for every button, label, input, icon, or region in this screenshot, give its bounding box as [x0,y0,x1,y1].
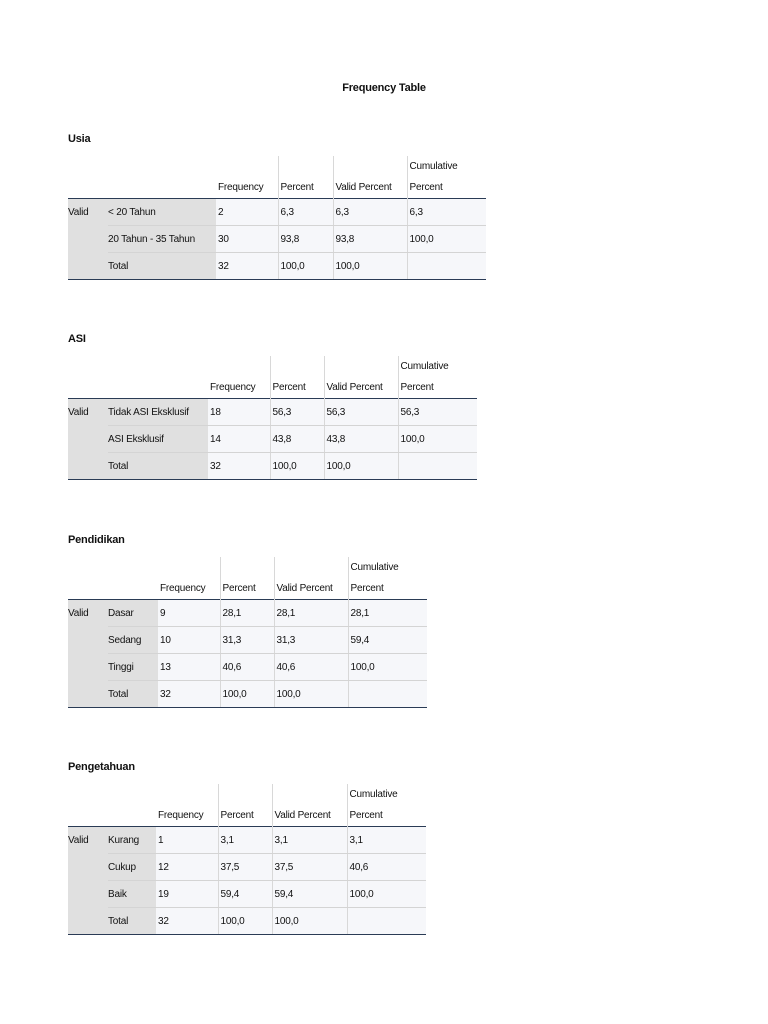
valid-percent-cell: 100,0 [272,908,347,935]
table-row [68,226,486,253]
category-cell: Total [108,681,158,708]
valid-percent-cell: 28,1 [274,600,348,627]
header-cumulative-percent: Percent [347,805,426,827]
category-cell: ASI Eksklusif [108,426,208,453]
row-label-valid: Valid [68,600,108,627]
percent-cell: 59,4 [218,881,272,908]
table-row [68,908,426,935]
valid-percent-cell: 37,5 [272,854,347,881]
frequency-cell: 9 [158,600,220,627]
cumulative-percent-cell: 59,4 [348,627,427,654]
table-row [68,199,486,226]
page-title: Frequency Table [342,82,426,94]
table-row [68,399,477,426]
valid-percent-cell: 100,0 [274,681,348,708]
category-cell: Baik [108,881,156,908]
frequency-cell: 12 [156,854,218,881]
row-label-valid: Valid [68,827,108,854]
frequency-cell: 1 [156,827,218,854]
table-row [68,654,427,681]
section-title-pengetahuan: Pengetahuan [68,761,135,773]
frequency-cell: 32 [158,681,220,708]
frequency-table-pendidikan [68,557,427,708]
header-percent: Percent [278,177,333,199]
header-cumulative-percent: Percent [398,377,477,399]
cumulative-percent-cell: 28,1 [348,600,427,627]
table-row [68,681,427,708]
percent-cell: 40,6 [220,654,274,681]
frequency-cell: 10 [158,627,220,654]
frequency-cell: 32 [208,453,270,480]
table-row [68,627,427,654]
category-cell: Tidak ASI Eksklusif [108,399,208,426]
cumulative-percent-cell [398,453,477,480]
header-valid-percent: Valid Percent [272,805,347,827]
category-cell: Kurang [108,827,156,854]
header-frequency: Frequency [160,583,206,594]
header-percent: Percent [218,805,272,827]
percent-cell: 37,5 [218,854,272,881]
category-cell: Dasar [108,600,158,627]
header-valid-percent: Valid Percent [274,578,348,600]
cumulative-percent-cell: 100,0 [348,654,427,681]
category-cell: < 20 Tahun [108,199,216,226]
table-row [68,881,426,908]
category-cell: Tinggi [108,654,158,681]
frequency-cell: 32 [156,908,218,935]
percent-cell: 28,1 [220,600,274,627]
percent-cell: 100,0 [218,908,272,935]
section-title-usia: Usia [68,133,91,145]
frequency-cell: 18 [208,399,270,426]
valid-percent-cell: 3,1 [272,827,347,854]
header-percent: Percent [270,377,324,399]
category-cell: Total [108,908,156,935]
valid-percent-cell: 31,3 [274,627,348,654]
row-label-valid: Valid [68,399,108,426]
header-cumulative-percent: Percent [407,177,486,199]
table-row [68,854,426,881]
cumulative-percent-cell: 40,6 [347,854,426,881]
category-cell: Total [108,253,216,280]
header-valid-percent: Valid Percent [324,377,398,399]
percent-cell: 100,0 [270,453,324,480]
category-cell: Cukup [108,854,156,881]
frequency-table-asi [68,356,477,480]
valid-percent-cell: 100,0 [333,253,407,280]
row-label-valid: Valid [68,199,108,226]
header-valid-percent: Valid Percent [333,177,407,199]
category-cell: Total [108,453,208,480]
percent-cell: 100,0 [278,253,333,280]
cumulative-percent-cell [347,908,426,935]
header-cumulative: Cumulative [347,784,426,805]
header-cumulative: Cumulative [398,356,477,377]
frequency-table-pengetahuan [68,784,426,935]
section-title-asi: ASI [68,333,86,345]
frequency-cell: 30 [216,226,278,253]
valid-percent-cell: 43,8 [324,426,398,453]
cumulative-percent-cell [407,253,486,280]
section-title-pendidikan: Pendidikan [68,534,125,546]
table-row [68,600,427,627]
cumulative-percent-cell: 100,0 [347,881,426,908]
valid-percent-cell: 100,0 [324,453,398,480]
table-row [68,253,486,280]
frequency-cell: 19 [156,881,218,908]
cumulative-percent-cell: 56,3 [398,399,477,426]
frequency-cell: 32 [216,253,278,280]
category-cell: Sedang [108,627,158,654]
frequency-cell: 13 [158,654,220,681]
percent-cell: 6,3 [278,199,333,226]
frequency-cell: 14 [208,426,270,453]
header-cumulative: Cumulative [348,557,427,578]
percent-cell: 56,3 [270,399,324,426]
percent-cell: 43,8 [270,426,324,453]
percent-cell: 100,0 [220,681,274,708]
table-row [68,827,426,854]
valid-percent-cell: 56,3 [324,399,398,426]
header-frequency: Frequency [218,182,264,193]
header-frequency: Frequency [158,810,204,821]
frequency-cell: 2 [216,199,278,226]
category-cell: 20 Tahun - 35 Tahun [108,226,216,253]
header-cumulative-percent: Percent [348,578,427,600]
percent-cell: 93,8 [278,226,333,253]
valid-percent-cell: 6,3 [333,199,407,226]
valid-percent-cell: 40,6 [274,654,348,681]
cumulative-percent-cell: 3,1 [347,827,426,854]
header-cumulative: Cumulative [407,156,486,177]
table-row [68,426,477,453]
percent-cell: 31,3 [220,627,274,654]
cumulative-percent-cell [348,681,427,708]
cumulative-percent-cell: 100,0 [407,226,486,253]
valid-percent-cell: 59,4 [272,881,347,908]
cumulative-percent-cell: 6,3 [407,199,486,226]
frequency-table-usia [68,156,486,280]
header-frequency: Frequency [210,382,256,393]
table-row [68,453,477,480]
percent-cell: 3,1 [218,827,272,854]
cumulative-percent-cell: 100,0 [398,426,477,453]
valid-percent-cell: 93,8 [333,226,407,253]
header-percent: Percent [220,578,274,600]
